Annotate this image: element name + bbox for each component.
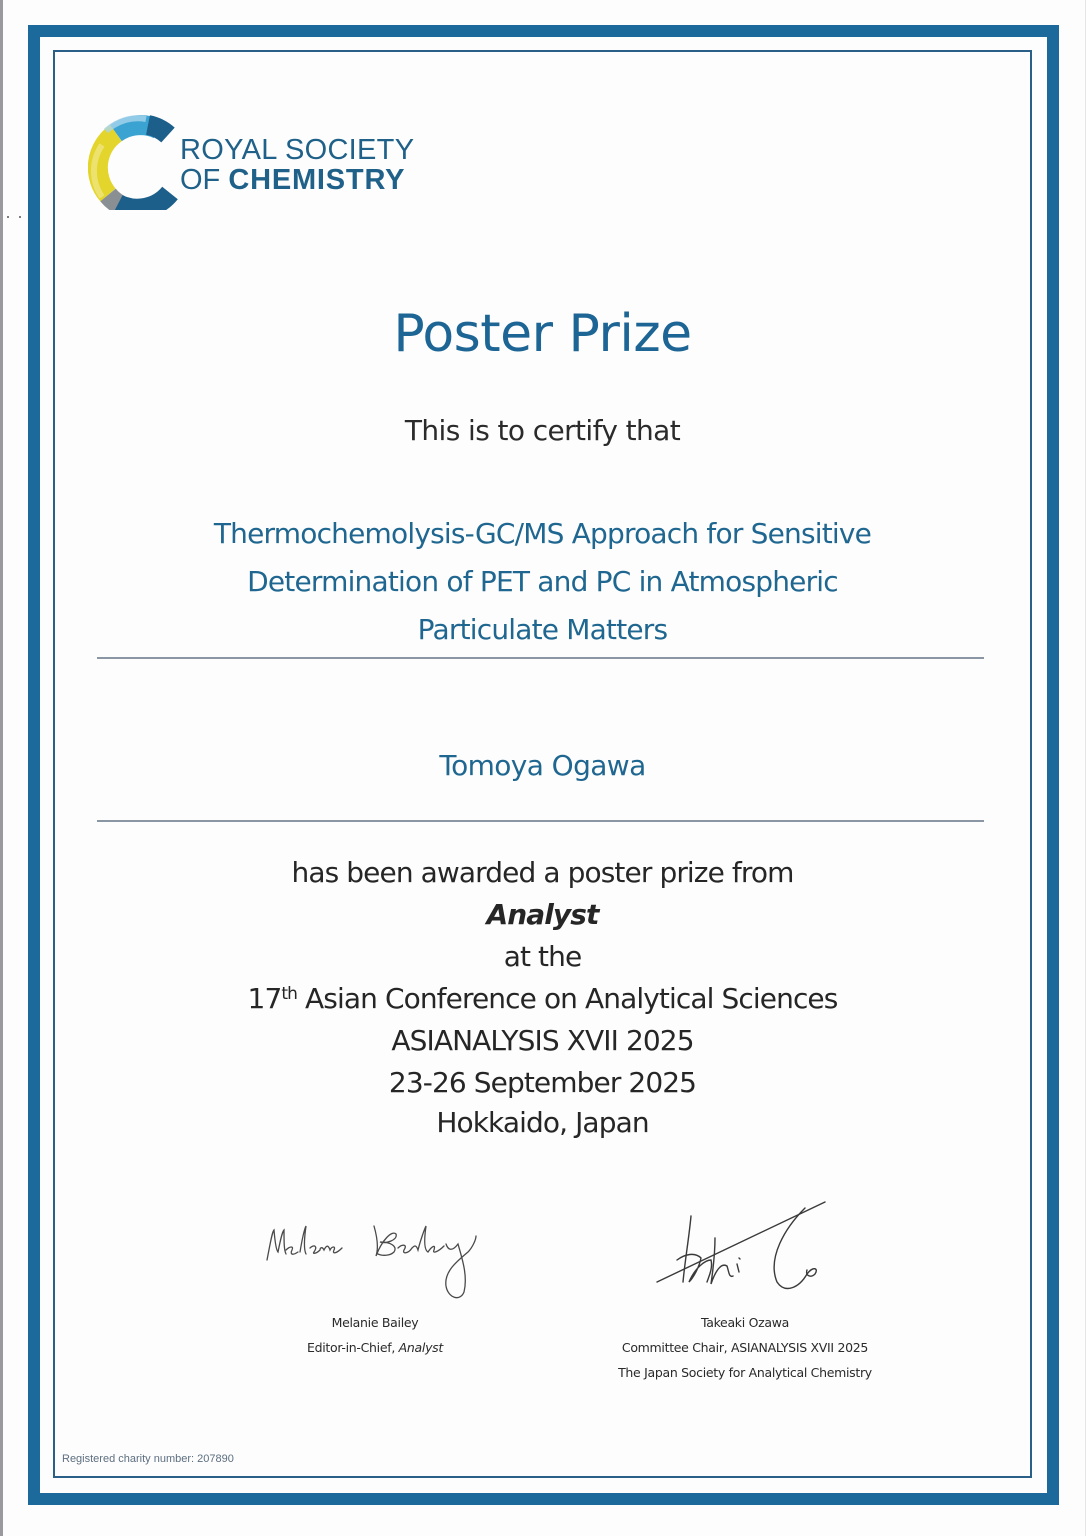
signatory-role-journal: Analyst — [398, 1340, 443, 1355]
certificate-title: Poster Prize — [393, 304, 692, 364]
signature-melanie-bailey-icon — [262, 1210, 492, 1305]
divider — [97, 820, 984, 822]
scan-speck — [19, 216, 21, 218]
event-name: ASIANALYSIS XVII 2025 — [391, 1024, 694, 1057]
divider — [97, 657, 984, 659]
conference-name — [53, 978, 1032, 1020]
signatory-role-prefix: Editor-in-Chief, — [307, 1340, 399, 1355]
charity-number: Registered charity number: 207890 — [62, 1453, 234, 1465]
scan-speck — [7, 216, 9, 218]
poster-title-line: Determination of PET and PC in Atmospheric — [247, 565, 838, 598]
logo-line-2-prefix: OF — [180, 164, 229, 196]
poster-title — [53, 510, 1032, 654]
rsc-logo — [88, 115, 428, 210]
signatory-name: Takeaki Ozawa — [700, 1315, 790, 1330]
conference-title: Asian Conference on Analytical Sciences — [297, 982, 838, 1015]
logo-line-2 — [180, 165, 414, 195]
logo-line-1: ROYAL SOCIETY — [180, 134, 415, 166]
poster-title-line: Thermochemolysis-GC/MS Approach for Sensitive — [213, 517, 872, 550]
logo-wordmark — [180, 135, 414, 195]
at-the-line: at the — [503, 940, 582, 973]
signatory-role — [250, 1335, 500, 1360]
signature-takeaki-ozawa-icon — [655, 1198, 835, 1298]
scan-edge — [0, 0, 3, 1536]
signatory-left — [250, 1310, 500, 1360]
rsc-c-logo-icon — [88, 115, 178, 210]
event-dates: 23-26 September 2025 — [388, 1066, 697, 1099]
certify-line: This is to certify that — [404, 414, 681, 447]
signatory-name: Melanie Bailey — [331, 1315, 419, 1330]
conference-ordinal-suffix: th — [281, 984, 298, 1004]
awarded-line: has been awarded a poster prize from — [291, 856, 794, 889]
logo-line-2-bold: CHEMISTRY — [228, 164, 406, 196]
signatory-role: Committee Chair, ASIANALYSIS XVII 2025 — [621, 1340, 869, 1355]
signatory-organization: The Japan Society for Analytical Chemistry — [618, 1365, 872, 1380]
poster-title-line: Particulate Matters — [417, 613, 668, 646]
conference-ordinal: 17 — [247, 982, 282, 1015]
signatory-right — [590, 1310, 900, 1385]
recipient-name: Tomoya Ogawa — [439, 749, 646, 782]
journal-name: Analyst — [486, 898, 599, 931]
event-location: Hokkaido, Japan — [436, 1106, 649, 1139]
